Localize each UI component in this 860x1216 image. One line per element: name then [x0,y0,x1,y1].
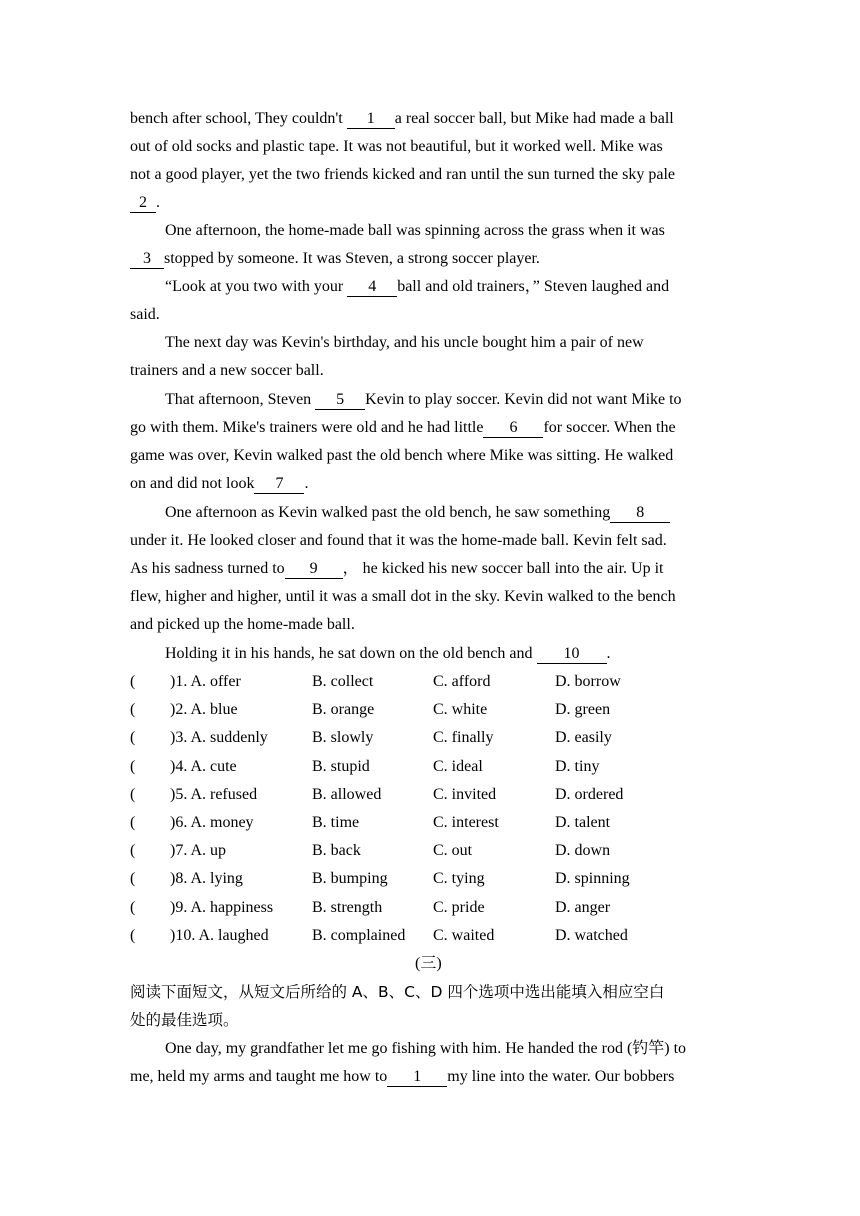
blank-1: 1 [347,110,395,129]
blank-10: 10 [537,645,607,664]
question-option-d: D. easily [555,729,612,747]
passage-line: That afternoon, Steven 5 Kevin to play soccer. Kevin did not want Mike to [165,391,682,408]
passage-line: One afternoon, the home-made ball was spinning across the grass when it was [165,222,665,239]
question-row [130,728,750,748]
question-option-a: )1. A. offer [170,673,241,690]
question-option-d: D. down [555,842,611,860]
question-row [130,926,750,946]
answer-paren: ( [130,870,136,888]
passage-line: under it. He looked closer and found that it was the home-made ball. Kevin felt sad. [130,532,667,549]
answer-paren: ( [130,785,136,803]
answer-paren: ( [130,757,136,775]
blank-9: 9 [285,560,343,579]
passage-line: bench after school, They couldn't 1 a real soccer ball, but Mike had made a ball [130,110,674,127]
passage-line: One day, my grandfather let me go fishing with him. He handed the rod (钓竿) to [165,1040,687,1057]
answer-paren: ( [130,898,136,916]
question-option-b: B. strength [312,898,383,916]
blank-6: 6 [483,419,543,438]
question-option-a: )4. A. cute [170,757,237,775]
question-option-b: B. collect [312,673,374,690]
passage-line: One afternoon as Kevin walked past the old bench, he saw something 8 [165,503,670,523]
question-option-b: B. slowly [312,729,374,747]
question-option-b: B. back [312,842,361,860]
passage-line: Holding it in his hands, he sat down on the old bench and 10 . [165,645,611,662]
question-option-b: B. complained [312,926,406,944]
question-row [130,785,750,805]
passage-line: go with them. Mike's trainers were old and he had little 6 for soccer. When the [130,419,676,436]
question-option-d: D. tiny [555,757,600,775]
question-option-c: C. tying [433,870,485,888]
question-option-d: D. green [555,701,611,719]
passage-line: flew, higher and higher, until it was a small dot in the sky. Kevin walked to the bench [130,588,676,605]
blank-1: 1 [387,1068,447,1087]
question-option-c: C. finally [433,729,494,747]
blank-2: 2 [130,194,156,213]
passage-line: game was over, Kevin walked past the old bench where Mike was sitting. He walked [130,447,674,464]
question-option-c: C. waited [433,926,495,944]
question-option-c: C. white [433,701,488,719]
passage-line: 2 . [130,193,160,213]
blank-7: 7 [254,475,304,494]
blank-4: 4 [347,278,397,297]
blank-3: 3 [130,250,164,269]
question-option-a: )7. A. up [170,842,226,860]
answer-paren: ( [130,729,136,747]
answer-paren: ( [130,842,136,860]
question-option-d: D. watched [555,926,628,944]
question-row [130,869,750,889]
passage-line: “Look at you two with your 4 ball and old trainers，” Steven laughed and [165,278,670,295]
question-option-a: )10. A. laughed [170,926,269,944]
passage-line: and picked up the home-made ball. [130,616,355,633]
question-option-b: B. time [312,814,360,831]
answer-paren: ( [130,701,136,719]
question-option-c: C. afford [433,673,491,690]
question-option-b: B. bumping [312,870,388,888]
question-row [130,757,750,777]
question-row [130,672,750,692]
question-option-a: )6. A. money [170,814,254,831]
blank-5: 5 [315,391,365,410]
question-row [130,813,750,833]
question-option-b: B. allowed [312,785,382,803]
question-option-b: B. stupid [312,757,370,775]
question-option-d: D. borrow [555,673,621,690]
question-option-c: C. interest [433,814,499,831]
instruction-text: 阅读下面短文，从短文后所给的 A、B、C、D 四个选项中选出能填入相应空白 [130,983,665,1001]
question-option-a: )3. A. suddenly [170,729,268,747]
question-row [130,898,750,918]
question-option-c: C. invited [433,785,497,803]
question-option-a: )9. A. happiness [170,898,274,916]
answer-paren: ( [130,814,136,831]
answer-paren: ( [130,926,136,944]
question-option-c: C. ideal [433,757,483,775]
passage-line: me, held my arms and taught me how to 1 my line into the water. Our bobbers [130,1068,675,1085]
passage-line: said. [130,306,160,323]
question-option-a: )2. A. blue [170,701,238,719]
passage-line: on and did not look 7 . [130,475,309,492]
question-option-b: B. orange [312,701,375,719]
answer-paren: ( [130,673,136,690]
instruction-text: 处的最佳选项。 [130,1011,239,1029]
question-option-d: D. ordered [555,785,624,803]
passage-line: The next day was Kevin's birthday, and his uncle bought him a pair of new [165,334,644,351]
question-option-a: )5. A. refused [170,785,258,803]
question-option-d: D. anger [555,898,611,916]
question-option-a: )8. A. lying [170,870,243,888]
passage-line: 3 stopped by someone. It was Steven, a strong soccer player. [130,249,540,269]
passage-line: out of old socks and plastic tape. It was not beautiful, but it worked well. Mike was [130,138,663,155]
passage-line: not a good player, yet the two friends kicked and ran until the sun turned the sky pale [130,166,675,183]
question-row [130,841,750,861]
blank-8: 8 [610,504,670,523]
question-option-c: C. out [433,842,473,860]
question-option-d: D. spinning [555,870,630,888]
section-heading: (三) [415,955,442,972]
passage-line: As his sadness turned to 9 ， he kicked his new soccer ball into the air. Up it [130,560,664,577]
question-option-c: C. pride [433,898,485,916]
question-option-d: D. talent [555,814,611,831]
passage-line: trainers and a new soccer ball. [130,362,324,379]
question-row [130,700,750,720]
